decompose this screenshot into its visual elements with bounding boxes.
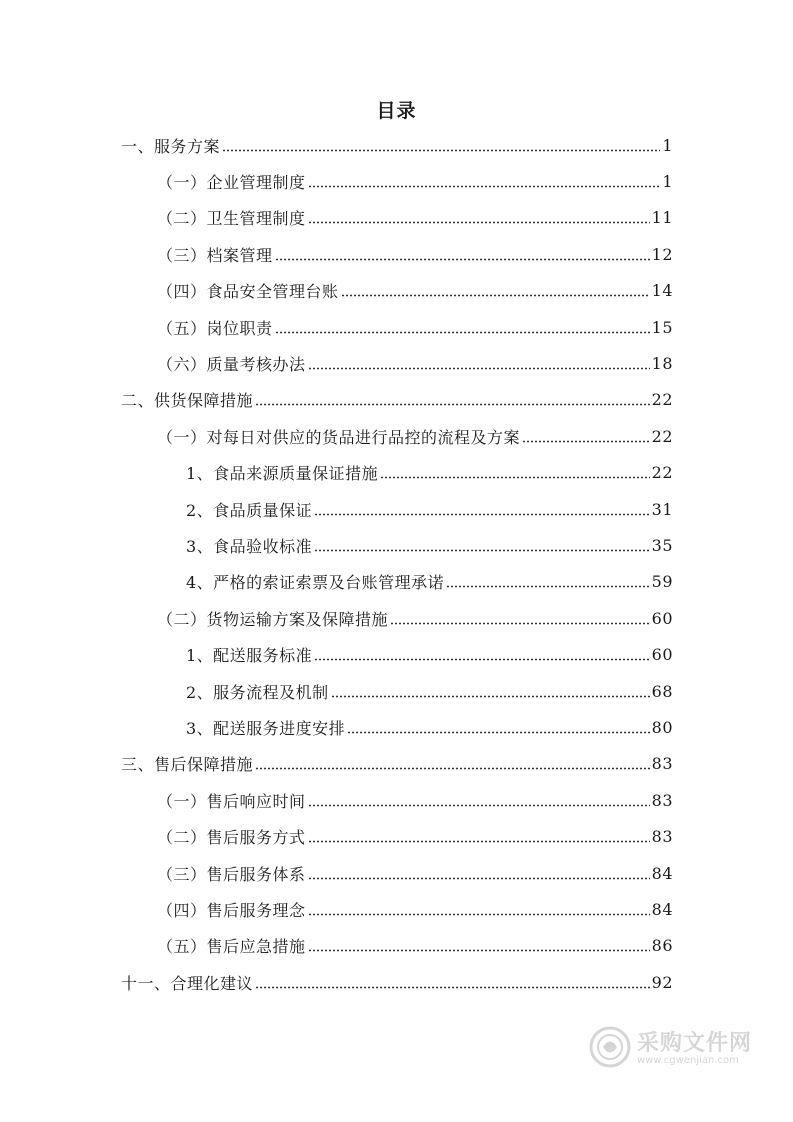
toc-leader-dots xyxy=(308,949,650,952)
toc-entry[interactable] xyxy=(0,418,793,454)
toc-entry[interactable] xyxy=(0,273,793,309)
toc-entry[interactable] xyxy=(0,855,793,891)
toc-entry-page: 59 xyxy=(651,572,673,592)
toc-leader-dots xyxy=(308,913,650,916)
toc-leader-dots xyxy=(308,221,650,224)
toc-entry[interactable] xyxy=(0,891,793,927)
toc-entry[interactable] xyxy=(0,309,793,345)
toc-entry[interactable] xyxy=(0,673,793,709)
toc-leader-dots xyxy=(255,767,650,770)
watermark-name: 采购文件网 xyxy=(637,1031,753,1056)
toc-entry-label: 2、食品质量保证 xyxy=(186,500,313,520)
toc-entry-page: 80 xyxy=(651,717,673,737)
toc-entry[interactable] xyxy=(0,637,793,673)
toc-entry[interactable] xyxy=(0,819,793,855)
toc-entry-page: 31 xyxy=(651,499,673,519)
toc-entry-page: 12 xyxy=(651,244,673,264)
toc-entry-label: 1、食品来源质量保证措施 xyxy=(186,464,379,484)
toc-entry-page: 14 xyxy=(651,281,673,301)
toc-entry[interactable] xyxy=(0,345,793,381)
toc-leader-dots xyxy=(314,513,649,516)
toc-entry-label: 2、服务流程及机制 xyxy=(186,682,329,702)
toc-leader-dots xyxy=(380,476,649,479)
toc-entry[interactable] xyxy=(0,382,793,418)
toc-entry-page: 84 xyxy=(651,863,673,883)
toc-entry[interactable] xyxy=(0,163,793,199)
toc-entry-label: 二、供货保障措施 xyxy=(121,391,254,411)
toc-entry-label: （二）货物运输方案及保障措施 xyxy=(157,609,389,629)
toc-leader-dots xyxy=(347,731,649,734)
toc-entry[interactable] xyxy=(0,709,793,745)
toc-entry-label: （五）岗位职责 xyxy=(157,318,273,338)
toc-entry-page: 1 xyxy=(662,171,673,191)
toc-leader-dots xyxy=(308,877,650,880)
toc-entry-page: 86 xyxy=(651,936,673,956)
toc-entry-label: （二）售后服务方式 xyxy=(157,828,306,848)
toc-leader-dots xyxy=(446,585,649,588)
toc-entry-label: （四）售后服务理念 xyxy=(157,900,306,920)
toc-entry-label: 4、严格的索证索票及台账管理承诺 xyxy=(186,573,445,593)
toc-entry[interactable] xyxy=(0,527,793,563)
toc-entry-label: 三、售后保障措施 xyxy=(121,755,254,775)
toc-entry-page: 68 xyxy=(651,681,673,701)
toc-entry-label: 1、配送服务标准 xyxy=(186,646,313,666)
toc-leader-dots xyxy=(308,804,650,807)
toc-entry-label: （一）对每日对供应的货品进行品控的流程及方案 xyxy=(157,427,521,447)
toc-entry[interactable] xyxy=(0,200,793,236)
toc-entry-label: （一）售后响应时间 xyxy=(157,791,306,811)
toc-leader-dots xyxy=(275,258,650,261)
toc-entry-label: 一、服务方案 xyxy=(121,136,221,156)
toc-leader-dots xyxy=(522,440,650,443)
page-title: 目录 xyxy=(376,100,417,122)
toc-leader-dots xyxy=(255,403,650,406)
toc-entry[interactable] xyxy=(0,600,793,636)
toc-entry-page: 35 xyxy=(651,535,673,555)
watermark-url: www.cgwenjian.com xyxy=(637,1055,739,1066)
toc-entry-page: 15 xyxy=(651,317,673,337)
toc-entry-label: （六）质量考核办法 xyxy=(157,354,306,374)
toc-entry-page: 83 xyxy=(651,790,673,810)
toc-entry-page: 83 xyxy=(651,754,673,774)
toc-entry-label: （四）食品安全管理台账 xyxy=(157,282,339,302)
toc-entry-page: 84 xyxy=(651,899,673,919)
toc-entry-page: 60 xyxy=(651,645,673,665)
toc-entry[interactable] xyxy=(0,491,793,527)
toc-entry-page: 22 xyxy=(651,390,673,410)
toc-leader-dots xyxy=(314,658,649,661)
toc-leader-dots xyxy=(390,622,650,625)
toc-entry-label: （三）档案管理 xyxy=(157,245,273,265)
toc-entry-page: 83 xyxy=(651,827,673,847)
toc-entry-label: 3、食品验收标准 xyxy=(186,536,313,556)
toc-entry-page: 22 xyxy=(651,463,673,483)
toc-entry[interactable] xyxy=(0,455,793,491)
toc-entry[interactable] xyxy=(0,564,793,600)
toc-leader-dots xyxy=(222,149,660,152)
toc-entry[interactable] xyxy=(0,964,793,1000)
toc-entry-label: （一）企业管理制度 xyxy=(157,172,306,192)
toc-leader-dots xyxy=(275,331,650,334)
toc-entry[interactable] xyxy=(0,236,793,272)
toc-leader-dots xyxy=(308,185,661,188)
toc-entry-page: 11 xyxy=(651,208,673,228)
toc-entry[interactable] xyxy=(0,127,793,163)
toc-leader-dots xyxy=(314,549,649,552)
toc-entry-label: （三）售后服务体系 xyxy=(157,864,306,884)
toc-entry-page: 1 xyxy=(662,135,673,155)
watermark xyxy=(589,1024,754,1074)
toc-leader-dots xyxy=(255,986,650,989)
toc-leader-dots xyxy=(308,367,650,370)
toc-entry[interactable] xyxy=(0,782,793,818)
toc-entry-label: 十一、合理化建议 xyxy=(121,973,254,993)
toc-leader-dots xyxy=(308,840,650,843)
toc-entry-label: （五）售后应急措施 xyxy=(157,937,306,957)
toc-entry-label: （二）卫生管理制度 xyxy=(157,209,306,229)
cgwenjian-logo-icon xyxy=(589,1026,631,1068)
toc-leader-dots xyxy=(341,294,650,297)
toc-entry[interactable] xyxy=(0,928,793,964)
toc-leader-dots xyxy=(331,695,650,698)
toc-entry[interactable] xyxy=(0,746,793,782)
toc-entry-page: 18 xyxy=(651,353,673,373)
toc-entry-page: 60 xyxy=(651,608,673,628)
toc-entry-page: 92 xyxy=(651,972,673,992)
toc-entry-label: 3、配送服务进度安排 xyxy=(186,718,346,738)
toc-entry-page: 22 xyxy=(651,426,673,446)
